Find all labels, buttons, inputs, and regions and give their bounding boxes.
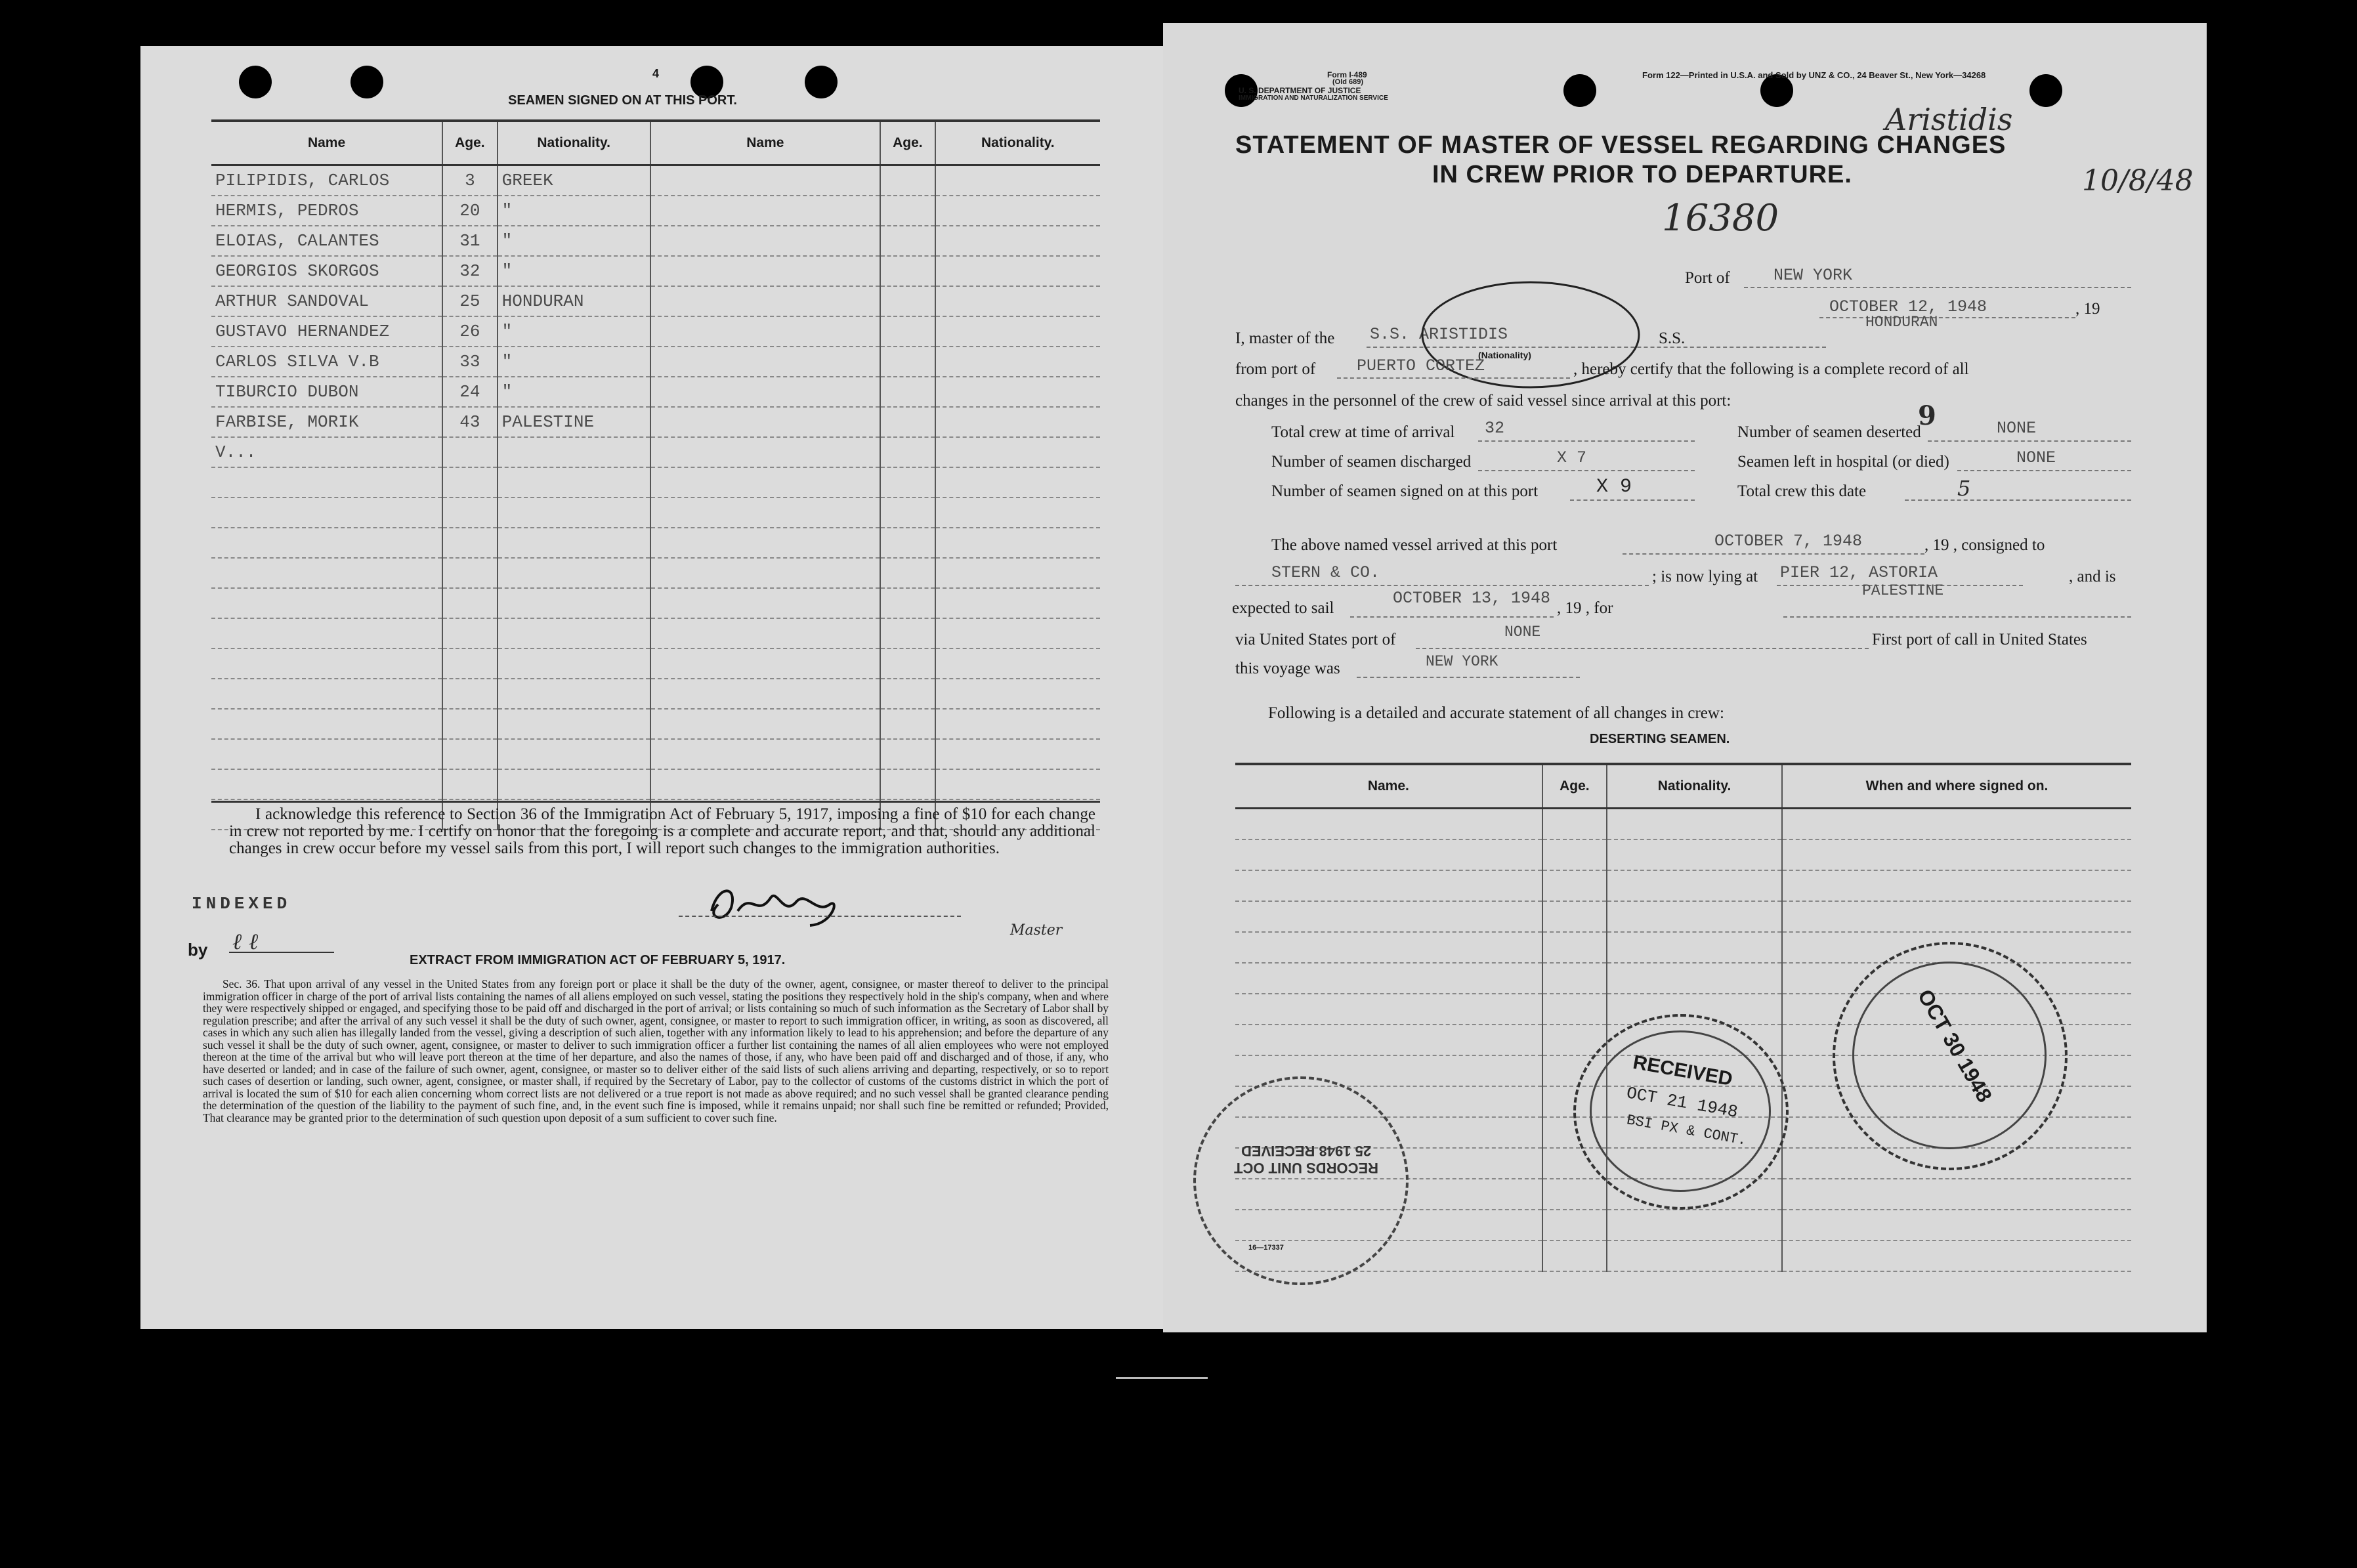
empty-cell: [880, 528, 935, 558]
form-number: Form I-489: [1327, 70, 1367, 79]
crew-nationality: [498, 498, 650, 528]
empty-cell: [650, 286, 880, 316]
handwritten-date: 10/8/48: [2082, 164, 2194, 198]
crew-age: [442, 467, 498, 498]
crew-age: 24: [442, 377, 498, 407]
crew-age: 31: [442, 226, 498, 256]
crew-age: [442, 498, 498, 528]
table-row: [211, 226, 1100, 256]
stamp-oct30-date: OCT 30 1948: [1913, 985, 1997, 1107]
deserting-title: DESERTING SEAMEN.: [1590, 732, 1730, 746]
empty-cell: [650, 558, 880, 588]
vessel-value: S.S. ARISTIDIS: [1370, 325, 1508, 344]
table-row: [211, 377, 1100, 407]
crew-name: GUSTAVO HERNANDEZ: [211, 316, 442, 347]
empty-cell: [1782, 901, 2131, 932]
crew-name: [211, 679, 442, 709]
col-header: Age.: [880, 121, 935, 165]
crew-name: [211, 588, 442, 618]
crew-name: FARBISE, MORIK: [211, 407, 442, 437]
crew-name: [211, 467, 442, 498]
col-header: Nationality.: [1607, 764, 1782, 809]
discharged-label: Number of seamen discharged: [1271, 453, 1472, 471]
crew-nationality: ": [498, 377, 650, 407]
total-arrival-label: Total crew at time of arrival: [1271, 423, 1455, 441]
table-row: [211, 467, 1100, 498]
empty-cell: [1782, 809, 2131, 840]
empty-cell: [1542, 1210, 1607, 1240]
table-row: [1235, 809, 2131, 840]
crew-nationality: [498, 558, 650, 588]
indexed-stamp: INDEXED: [192, 894, 291, 914]
crew-age: [442, 739, 498, 769]
via-value: NONE: [1504, 624, 1541, 641]
table-row: [211, 437, 1100, 467]
crew-age: 32: [442, 256, 498, 286]
indexed-initials: ℓ ℓ: [232, 929, 259, 955]
empty-cell: [880, 618, 935, 648]
empty-cell: [1782, 1179, 2131, 1210]
table-row: [211, 618, 1100, 648]
crew-name: CARLOS SILVA V.B: [211, 347, 442, 377]
table-row: [1235, 870, 2131, 901]
crew-name: TIBURCIO DUBON: [211, 377, 442, 407]
crew-name: [211, 709, 442, 739]
empty-cell: [935, 165, 1100, 196]
table-row: [211, 196, 1100, 226]
empty-cell: [1542, 963, 1607, 994]
empty-cell: [880, 467, 935, 498]
master-label: Master: [1010, 922, 1063, 939]
crew-age: 43: [442, 407, 498, 437]
master-of-label: I, master of the: [1235, 329, 1335, 347]
empty-cell: [1607, 809, 1782, 840]
empty-cell: [1235, 1025, 1542, 1055]
total-arrival-value: 32: [1485, 419, 1505, 438]
crew-name: V...: [211, 437, 442, 467]
table-row: [211, 769, 1100, 799]
crew-age: 20: [442, 196, 498, 226]
table-row: [211, 588, 1100, 618]
crew-nationality: [498, 648, 650, 679]
punch-hole: [239, 66, 272, 98]
empty-cell: [880, 165, 935, 196]
empty-cell: [880, 196, 935, 226]
service: IMMIGRATION AND NATURALIZATION SERVICE: [1239, 95, 1388, 102]
certify-text: , hereby certify that the following is a complete record of all: [1573, 360, 1969, 378]
date-suffix: , 19: [2075, 300, 2100, 318]
empty-cell: [1607, 901, 1782, 932]
empty-cell: [880, 437, 935, 467]
crew-age: 26: [442, 316, 498, 347]
empty-cell: [650, 528, 880, 558]
table-row: [1235, 839, 2131, 870]
crew-age: [442, 528, 498, 558]
empty-cell: [1782, 870, 2131, 901]
empty-cell: [650, 679, 880, 709]
lying-text: ; is now lying at: [1652, 568, 1758, 585]
col-header: Name: [211, 121, 442, 165]
crew-age: 25: [442, 286, 498, 316]
page-number: 4: [652, 67, 660, 80]
empty-cell: [650, 437, 880, 467]
col-header: Age.: [1542, 764, 1607, 809]
total-date-label: Total crew this date: [1737, 482, 1867, 500]
crew-age: [442, 648, 498, 679]
signed-on-table: [211, 119, 1100, 830]
left-page: [140, 46, 1163, 1329]
table-row: [211, 498, 1100, 528]
voyage-value: NEW YORK: [1426, 653, 1498, 670]
empty-cell: [1542, 839, 1607, 870]
empty-cell: [1235, 839, 1542, 870]
table-row: [211, 347, 1100, 377]
crew-name: [211, 528, 442, 558]
empty-cell: [935, 377, 1100, 407]
table-row: [211, 316, 1100, 347]
empty-cell: [880, 679, 935, 709]
by-label: by: [188, 940, 208, 960]
handwritten-vessel-name: Aristidis: [1885, 102, 2013, 137]
table-row: [211, 709, 1100, 739]
crew-age: [442, 769, 498, 799]
via-label: via United States port of: [1235, 631, 1396, 648]
hospital-label: Seamen left in hospital (or died): [1737, 453, 1949, 471]
empty-cell: [935, 769, 1100, 799]
stamp-received-sub: BSI PX & CONT.: [1625, 1112, 1748, 1149]
col-header: When and where signed on.: [1782, 764, 2131, 809]
table-row: [211, 648, 1100, 679]
crew-nationality: [498, 467, 650, 498]
empty-cell: [935, 286, 1100, 316]
empty-cell: [1607, 870, 1782, 901]
table-row: [211, 256, 1100, 286]
empty-cell: [935, 739, 1100, 769]
empty-cell: [1607, 963, 1782, 994]
crew-nationality: ": [498, 226, 650, 256]
department: U. S. DEPARTMENT OF JUSTICE: [1239, 86, 1361, 95]
empty-cell: [880, 316, 935, 347]
empty-cell: [880, 739, 935, 769]
table-row: [211, 407, 1100, 437]
table-row: [211, 286, 1100, 316]
signed-on-label: Number of seamen signed on at this port: [1271, 482, 1539, 500]
empty-cell: [650, 196, 880, 226]
punch-hole: [1563, 74, 1596, 107]
changes-text: changes in the personnel of the crew of said vessel since arrival at this port:: [1235, 392, 1731, 410]
empty-cell: [1235, 932, 1542, 963]
form-old: (Old 689): [1332, 78, 1364, 86]
crew-nationality: [498, 709, 650, 739]
ss-label: S.S.: [1659, 329, 1686, 347]
printer-line: Form 122—Printed in U.S.A. and Sold by UNZ & CO., 24 Beaver St., New York—34268: [1642, 70, 1986, 80]
crew-age: [442, 588, 498, 618]
records-unit-stamp-text: RECORDS UNIT OCT 25 1948 RECEIVED: [1234, 1143, 1378, 1176]
empty-cell: [1607, 839, 1782, 870]
crew-nationality: [498, 528, 650, 558]
crew-nationality: [498, 739, 650, 769]
crew-nationality: ": [498, 316, 650, 347]
extract-title: EXTRACT FROM IMMIGRATION ACT OF FEBRUARY 5, 1917.: [410, 953, 786, 967]
empty-cell: [1235, 809, 1542, 840]
crew-nationality: ": [498, 347, 650, 377]
empty-cell: [935, 498, 1100, 528]
table-row: [211, 528, 1100, 558]
empty-cell: [880, 648, 935, 679]
empty-cell: [1235, 870, 1542, 901]
crew-age: 3: [442, 165, 498, 196]
empty-cell: [880, 769, 935, 799]
voyage-label: this voyage was: [1235, 660, 1340, 677]
empty-cell: [935, 528, 1100, 558]
empty-cell: [935, 316, 1100, 347]
empty-cell: [935, 618, 1100, 648]
signed-on-value: X 9: [1596, 476, 1632, 498]
scan-artifact: [1116, 1377, 1208, 1379]
crew-name: [211, 498, 442, 528]
date-value: OCTOBER 12, 1948: [1829, 297, 1987, 316]
empty-cell: [650, 648, 880, 679]
crew-age: [442, 679, 498, 709]
empty-cell: [650, 226, 880, 256]
empty-cell: [650, 709, 880, 739]
crew-age: [442, 709, 498, 739]
handwritten-nine: 9: [1918, 400, 1936, 431]
empty-cell: [935, 648, 1100, 679]
crew-nationality: PALESTINE: [498, 407, 650, 437]
empty-cell: [1542, 901, 1607, 932]
empty-cell: [880, 588, 935, 618]
empty-cell: [650, 347, 880, 377]
crew-nationality: HONDURAN: [498, 286, 650, 316]
empty-cell: [880, 558, 935, 588]
crew-age: [442, 558, 498, 588]
empty-cell: [1542, 870, 1607, 901]
crew-name: HERMIS, PEDROS: [211, 196, 442, 226]
hospital-value: NONE: [2016, 448, 2056, 467]
crew-name: GEORGIOS SKORGOS: [211, 256, 442, 286]
nationality-caption: (Nationality): [1478, 350, 1531, 360]
from-port-value: PUERTO CORTEZ: [1357, 356, 1485, 375]
empty-cell: [1235, 901, 1542, 932]
crew-name: [211, 648, 442, 679]
empty-cell: [1542, 932, 1607, 963]
empty-cell: [935, 256, 1100, 286]
empty-cell: [880, 347, 935, 377]
from-port-label: from port of: [1235, 360, 1316, 378]
punch-hole: [2029, 74, 2062, 107]
deserted-label: Number of seamen deserted: [1737, 423, 1921, 441]
port-label: Port of: [1685, 269, 1730, 287]
crew-name: [211, 558, 442, 588]
empty-cell: [935, 407, 1100, 437]
empty-cell: [935, 679, 1100, 709]
crew-nationality: ": [498, 196, 650, 226]
empty-cell: [650, 316, 880, 347]
empty-cell: [650, 165, 880, 196]
crew-name: ELOIAS, CALANTES: [211, 226, 442, 256]
table-row: [211, 679, 1100, 709]
empty-cell: [1235, 994, 1542, 1025]
empty-cell: [935, 467, 1100, 498]
empty-cell: [1607, 932, 1782, 963]
empty-cell: [650, 739, 880, 769]
punch-hole: [805, 66, 838, 98]
empty-cell: [1542, 809, 1607, 840]
punch-hole: [350, 66, 383, 98]
total-date-value: 5: [1957, 476, 1971, 501]
empty-cell: [1607, 1210, 1782, 1240]
empty-cell: [650, 467, 880, 498]
crew-nationality: [498, 679, 650, 709]
table-row: [211, 739, 1100, 769]
arrived-value: OCTOBER 7, 1948: [1714, 532, 1863, 551]
table-row: [211, 165, 1100, 196]
port-value: NEW YORK: [1773, 266, 1853, 285]
empty-cell: [935, 588, 1100, 618]
empty-cell: [1782, 839, 2131, 870]
crew-nationality: ": [498, 256, 650, 286]
col-header: Nationality.: [935, 121, 1100, 165]
table-row: [1235, 901, 2131, 932]
empty-cell: [880, 377, 935, 407]
crew-nationality: GREEK: [498, 165, 650, 196]
crew-name: PILIPIDIS, CARLOS: [211, 165, 442, 196]
stamp-received-label: RECEIVED: [1631, 1051, 1735, 1091]
consigned-text: , 19 , consigned to: [1924, 536, 2045, 554]
footer-code: 16—17337: [1248, 1244, 1284, 1252]
empty-cell: [650, 618, 880, 648]
empty-cell: [650, 377, 880, 407]
empty-cell: [650, 588, 880, 618]
empty-cell: [650, 256, 880, 286]
left-page-title: SEAMEN SIGNED ON AT THIS PORT.: [508, 93, 737, 108]
col-header: Name: [650, 121, 880, 165]
lying-value: PIER 12, ASTORIA: [1780, 563, 1938, 582]
crew-name: [211, 618, 442, 648]
empty-cell: [880, 709, 935, 739]
stamp-received-date: OCT 21 1948: [1624, 1083, 1739, 1122]
crew-name: [211, 769, 442, 799]
empty-cell: [1782, 1240, 2131, 1271]
col-header: Name.: [1235, 764, 1542, 809]
nationality-value: HONDURAN: [1865, 314, 1938, 331]
crew-nationality: [498, 588, 650, 618]
crew-age: 33: [442, 347, 498, 377]
extract-text: Sec. 36. That upon arrival of any vessel in the United States from any foreign port or place it shall be the duty of the owner, agent, consignee, or master thereof to deliver to the principal immigration officer in charge of the port of arrival lists containing the names of all aliens employed on such vessel, stating the positions they respectively hold in the ship's company, when and where they were respectively shipped or engaged, and specifying those to be paid off and discharged in the port of arrival; or lists containing so much of such information as the Secretary of Labor shall by regulation prescribe; and after the arrival of any such vessel it shall be the duty of such owner, agent, consignee, or master to report to such immigration officer, in writing, as soon as discovered, all cases in which any such alien has illegally landed from the vessel, giving a description of such alien, together with any information likely to lead to his apprehension; and before the departure of any such vessel it shall be the duty of such owner, agent, consignee, or master to deliver to such immigration officer a further list containing the names of all alien employees who were not employed thereon at the time of the arrival but who will leave port thereon at the time of her departure, and also the names of those, if any, who have been paid off and discharged and of those, if any, who have deserted or landed; and in case of the failure of such owner, agent, consignee, or master so to deliver either of the said lists of such aliens arriving and departing, respectively, or so to report such cases of desertion or landing, such owner, agent, consignee, or master shall, if required by the Secretary of Labor, pay to the collector of customs of the customs district in which the port of arrival is located the sum of $10 for each alien concerning whom correct lists are not delivered or a true report is not made as above required; and no such vessel shall be granted clearance pending the determination of the question of the liability to the payment of such fine, and, in the event such fine is imposed, while it remains unpaid; nor shall such fine be remitted or refunded; Provided, That clearance may be granted prior to the determination of such question upon deposit of a sum sufficient to cover such fine.: [203, 977, 1109, 1124]
sail-value: OCTOBER 13, 1948: [1393, 589, 1551, 608]
empty-cell: [880, 226, 935, 256]
col-header: Nationality.: [498, 121, 650, 165]
empty-cell: [1542, 994, 1607, 1025]
crew-nationality: [498, 769, 650, 799]
empty-cell: [1782, 1210, 2131, 1240]
empty-cell: [935, 558, 1100, 588]
following-text: Following is a detailed and accurate statement of all changes in crew:: [1268, 704, 1724, 722]
and-is: , and is: [2069, 568, 2116, 585]
consignee-value: STERN & CO.: [1271, 563, 1380, 582]
empty-cell: [935, 347, 1100, 377]
form-title-line1: STATEMENT OF MASTER OF VESSEL REGARDING CHANGES: [1235, 131, 2007, 159]
col-header: Age.: [442, 121, 498, 165]
empty-cell: [650, 498, 880, 528]
acknowledgement-text: I acknowledge this reference to Section 36 of the Immigration Act of February 5, 1917, imposing a fine of $10 for each change in crew not reported by me. I certify on honor that the foregoing is a complete and accurate report, and that, should any additional changes in crew occur before my vessel sails from this port, I will report such changes to the immigration authorities.: [229, 805, 1095, 857]
empty-cell: [880, 286, 935, 316]
master-signature: [698, 878, 849, 931]
empty-cell: [1542, 1179, 1607, 1210]
records-unit-stamp-ring: [1193, 1076, 1409, 1285]
empty-cell: [935, 437, 1100, 467]
crew-name: ARTHUR SANDOVAL: [211, 286, 442, 316]
empty-cell: [1542, 1240, 1607, 1271]
for-value: PALESTINE: [1862, 582, 1944, 599]
sail-label: expected to sail: [1232, 599, 1334, 617]
crew-nationality: [498, 618, 650, 648]
empty-cell: [880, 498, 935, 528]
deserted-value: NONE: [1997, 419, 2037, 438]
file-number: 16380: [1662, 197, 1779, 240]
empty-cell: [650, 769, 880, 799]
table-row: [211, 558, 1100, 588]
first-port-label: First port of call in United States: [1872, 631, 2087, 648]
form-title-line2: IN CREW PRIOR TO DEPARTURE.: [1432, 161, 1852, 188]
empty-cell: [1607, 1240, 1782, 1271]
empty-cell: [650, 407, 880, 437]
crew-nationality: [498, 437, 650, 467]
empty-cell: [880, 256, 935, 286]
empty-cell: [935, 226, 1100, 256]
for-text: , 19 , for: [1557, 599, 1613, 617]
empty-cell: [1235, 963, 1542, 994]
arrived-label: The above named vessel arrived at this port: [1271, 536, 1558, 554]
empty-cell: [935, 709, 1100, 739]
crew-age: [442, 437, 498, 467]
empty-cell: [935, 196, 1100, 226]
empty-cell: [880, 407, 935, 437]
crew-name: [211, 739, 442, 769]
discharged-value: X 7: [1557, 448, 1587, 467]
crew-age: [442, 618, 498, 648]
